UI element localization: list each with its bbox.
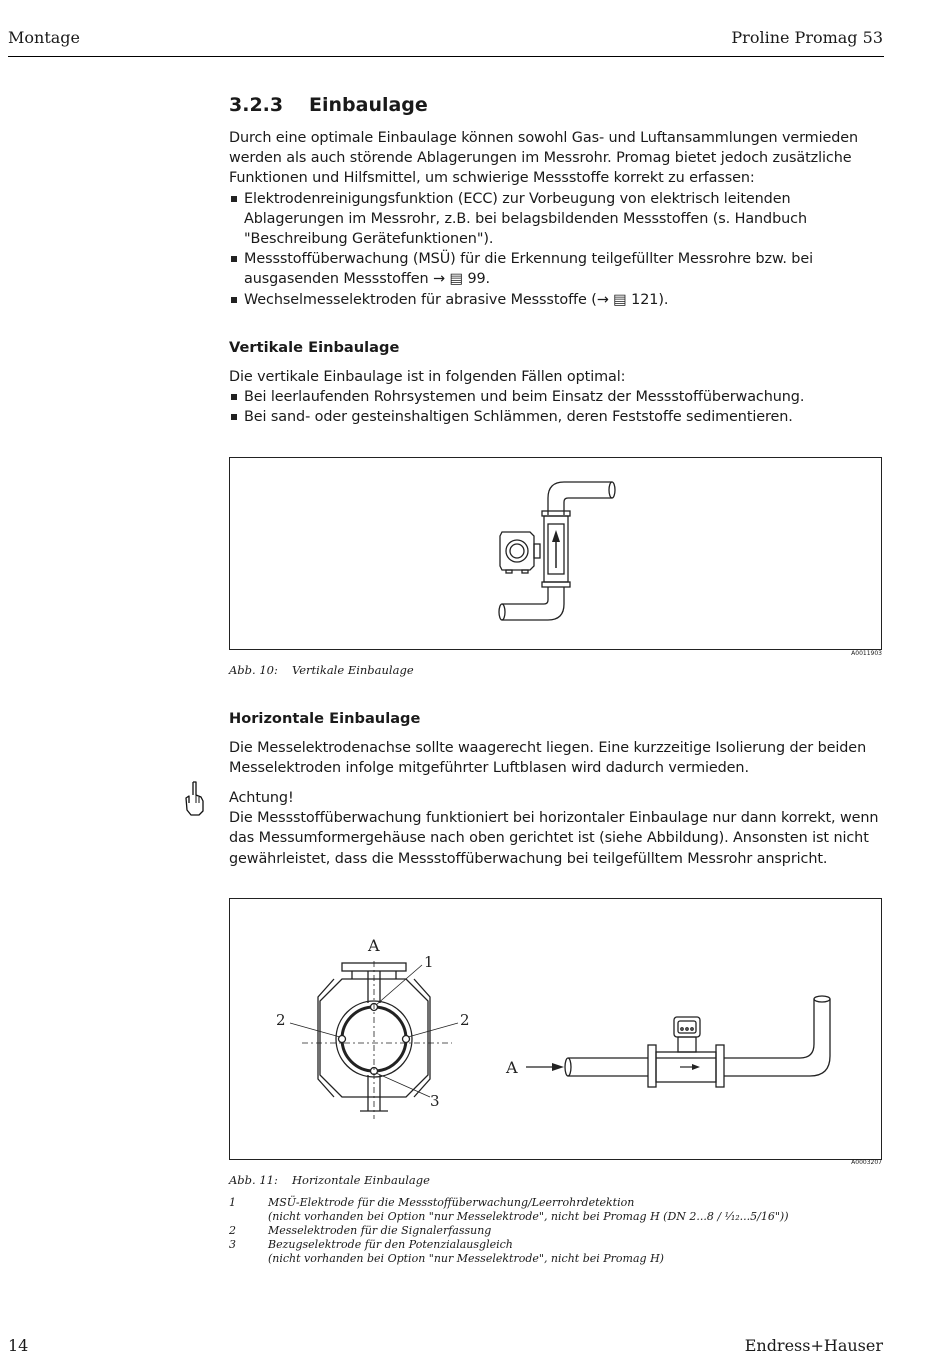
legend-item [229,1238,849,1266]
running-header-right: Proline Promag 53 [731,28,883,47]
section-title [229,94,889,116]
figure-code: A0003207 [851,1159,882,1166]
figure-legend [229,1196,849,1266]
figure-label: Abb. 10: [229,663,278,677]
label-a-side: A [506,1058,518,1077]
caution-block [229,788,889,869]
legend-key: 3 [229,1238,236,1251]
subheading-vertical: Vertikale Einbaulage [229,339,400,356]
caution-title: Achtung! [229,790,294,806]
running-header-left: Montage [8,28,80,47]
legend-key: 2 [229,1224,236,1237]
legend-text: Messelektroden für die Signalerfassung [268,1224,492,1237]
legend-item [229,1196,849,1224]
header-rule [8,56,884,57]
legend-text: Bezugselektrode für den Potenzialausgleich [268,1238,513,1251]
subheading-horizontal: Horizontale Einbaulage [229,710,421,727]
figure-vertical-installation [229,457,882,650]
bullet-item: Bei sand- oder gesteinshaltigen Schlämmen, deren Feststoffe sedimentieren. [229,407,889,427]
vertical-block [229,367,889,428]
footer-brand: Endress+Hauser [744,1336,883,1355]
label-1: 1 [424,953,434,971]
figure-caption-text: Vertikale Einbaulage [292,663,414,677]
label-2-left: 2 [276,1011,286,1029]
intro-paragraph: Durch eine optimale Einbaulage können sowohl Gas- und Luftansammlungen vermieden werden als auch störende Ablagerungen im Messrohr. Promag bietet jedoch zusätzliche Funktionen und Hilfsmittel, um schwierige Messstoffe korrekt zu erfassen: [229,130,859,187]
horizontal-flowmeter-illustration [230,899,881,1159]
pointing-hand-icon [184,781,206,817]
section-heading: Einbaulage [309,94,428,116]
label-2-right: 2 [460,1011,470,1029]
caution-text: Die Messstoffüberwachung funktioniert bei horizontaler Einbaulage nur dann korrekt, wenn das Messumformergehäuse nach oben gerichtet ist (siehe Abbildung). Ansonsten ist nicht gewährleistet, dass die Messstoffüberwachung bei teilgefülltem Messrohr anspricht. [229,810,879,867]
legend-key: 1 [229,1196,236,1209]
figure-caption [229,663,414,677]
label-3: 3 [430,1092,440,1110]
intro-block [229,128,889,310]
page-number: 14 [8,1336,29,1355]
section-number: 3.2.3 [229,94,284,116]
legend-text: (nicht vorhanden bei Option "nur Messelektrode", nicht bei Promag H (DN 2...8 / ¹⁄₁₂...5/16")) [268,1210,789,1223]
figure-horizontal-installation [229,898,882,1160]
vertical-intro: Die vertikale Einbaulage ist in folgenden Fällen optimal: [229,369,626,385]
legend-item [229,1224,849,1238]
figure-code: A0011903 [851,650,882,657]
bullet-item: Bei leerlaufenden Rohrsystemen und beim Einsatz der Messstoffüberwachung. [229,387,889,407]
horizontal-text: Die Messelektrodenachse sollte waagerecht liegen. Eine kurzzeitige Isolierung der beiden Messelektroden infolge mitgeführter Luftblasen wird dadurch vermieden. [229,740,867,777]
figure-caption [229,1173,430,1187]
bullet-item: Wechselmesselektroden für abrasive Messstoffe (→ ▤ 121). [229,290,889,310]
figure-caption-text: Horizontale Einbaulage [292,1173,430,1187]
legend-text: (nicht vorhanden bei Option "nur Messelektrode", nicht bei Promag H) [268,1252,664,1265]
bullet-item: Elektrodenreinigungsfunktion (ECC) zur Vorbeugung von elektrisch leitenden Ablagerungen im Messrohr, z.B. bei belagsbildenden Messstoffen (s. Handbuch "Beschreibung Gerätefunktionen"). [229,189,889,250]
bullet-item: Messstoffüberwachung (MSÜ) für die Erkennung teilgefüllter Messrohre bzw. bei ausgasenden Messstoffen → ▤ 99. [229,249,889,289]
figure-label: Abb. 11: [229,1173,278,1187]
legend-text: MSÜ-Elektrode für die Messstoffüberwachung/Leerrohrdetektion [268,1196,635,1209]
vertical-flowmeter-illustration [230,458,881,649]
label-a-top: A [368,936,380,955]
